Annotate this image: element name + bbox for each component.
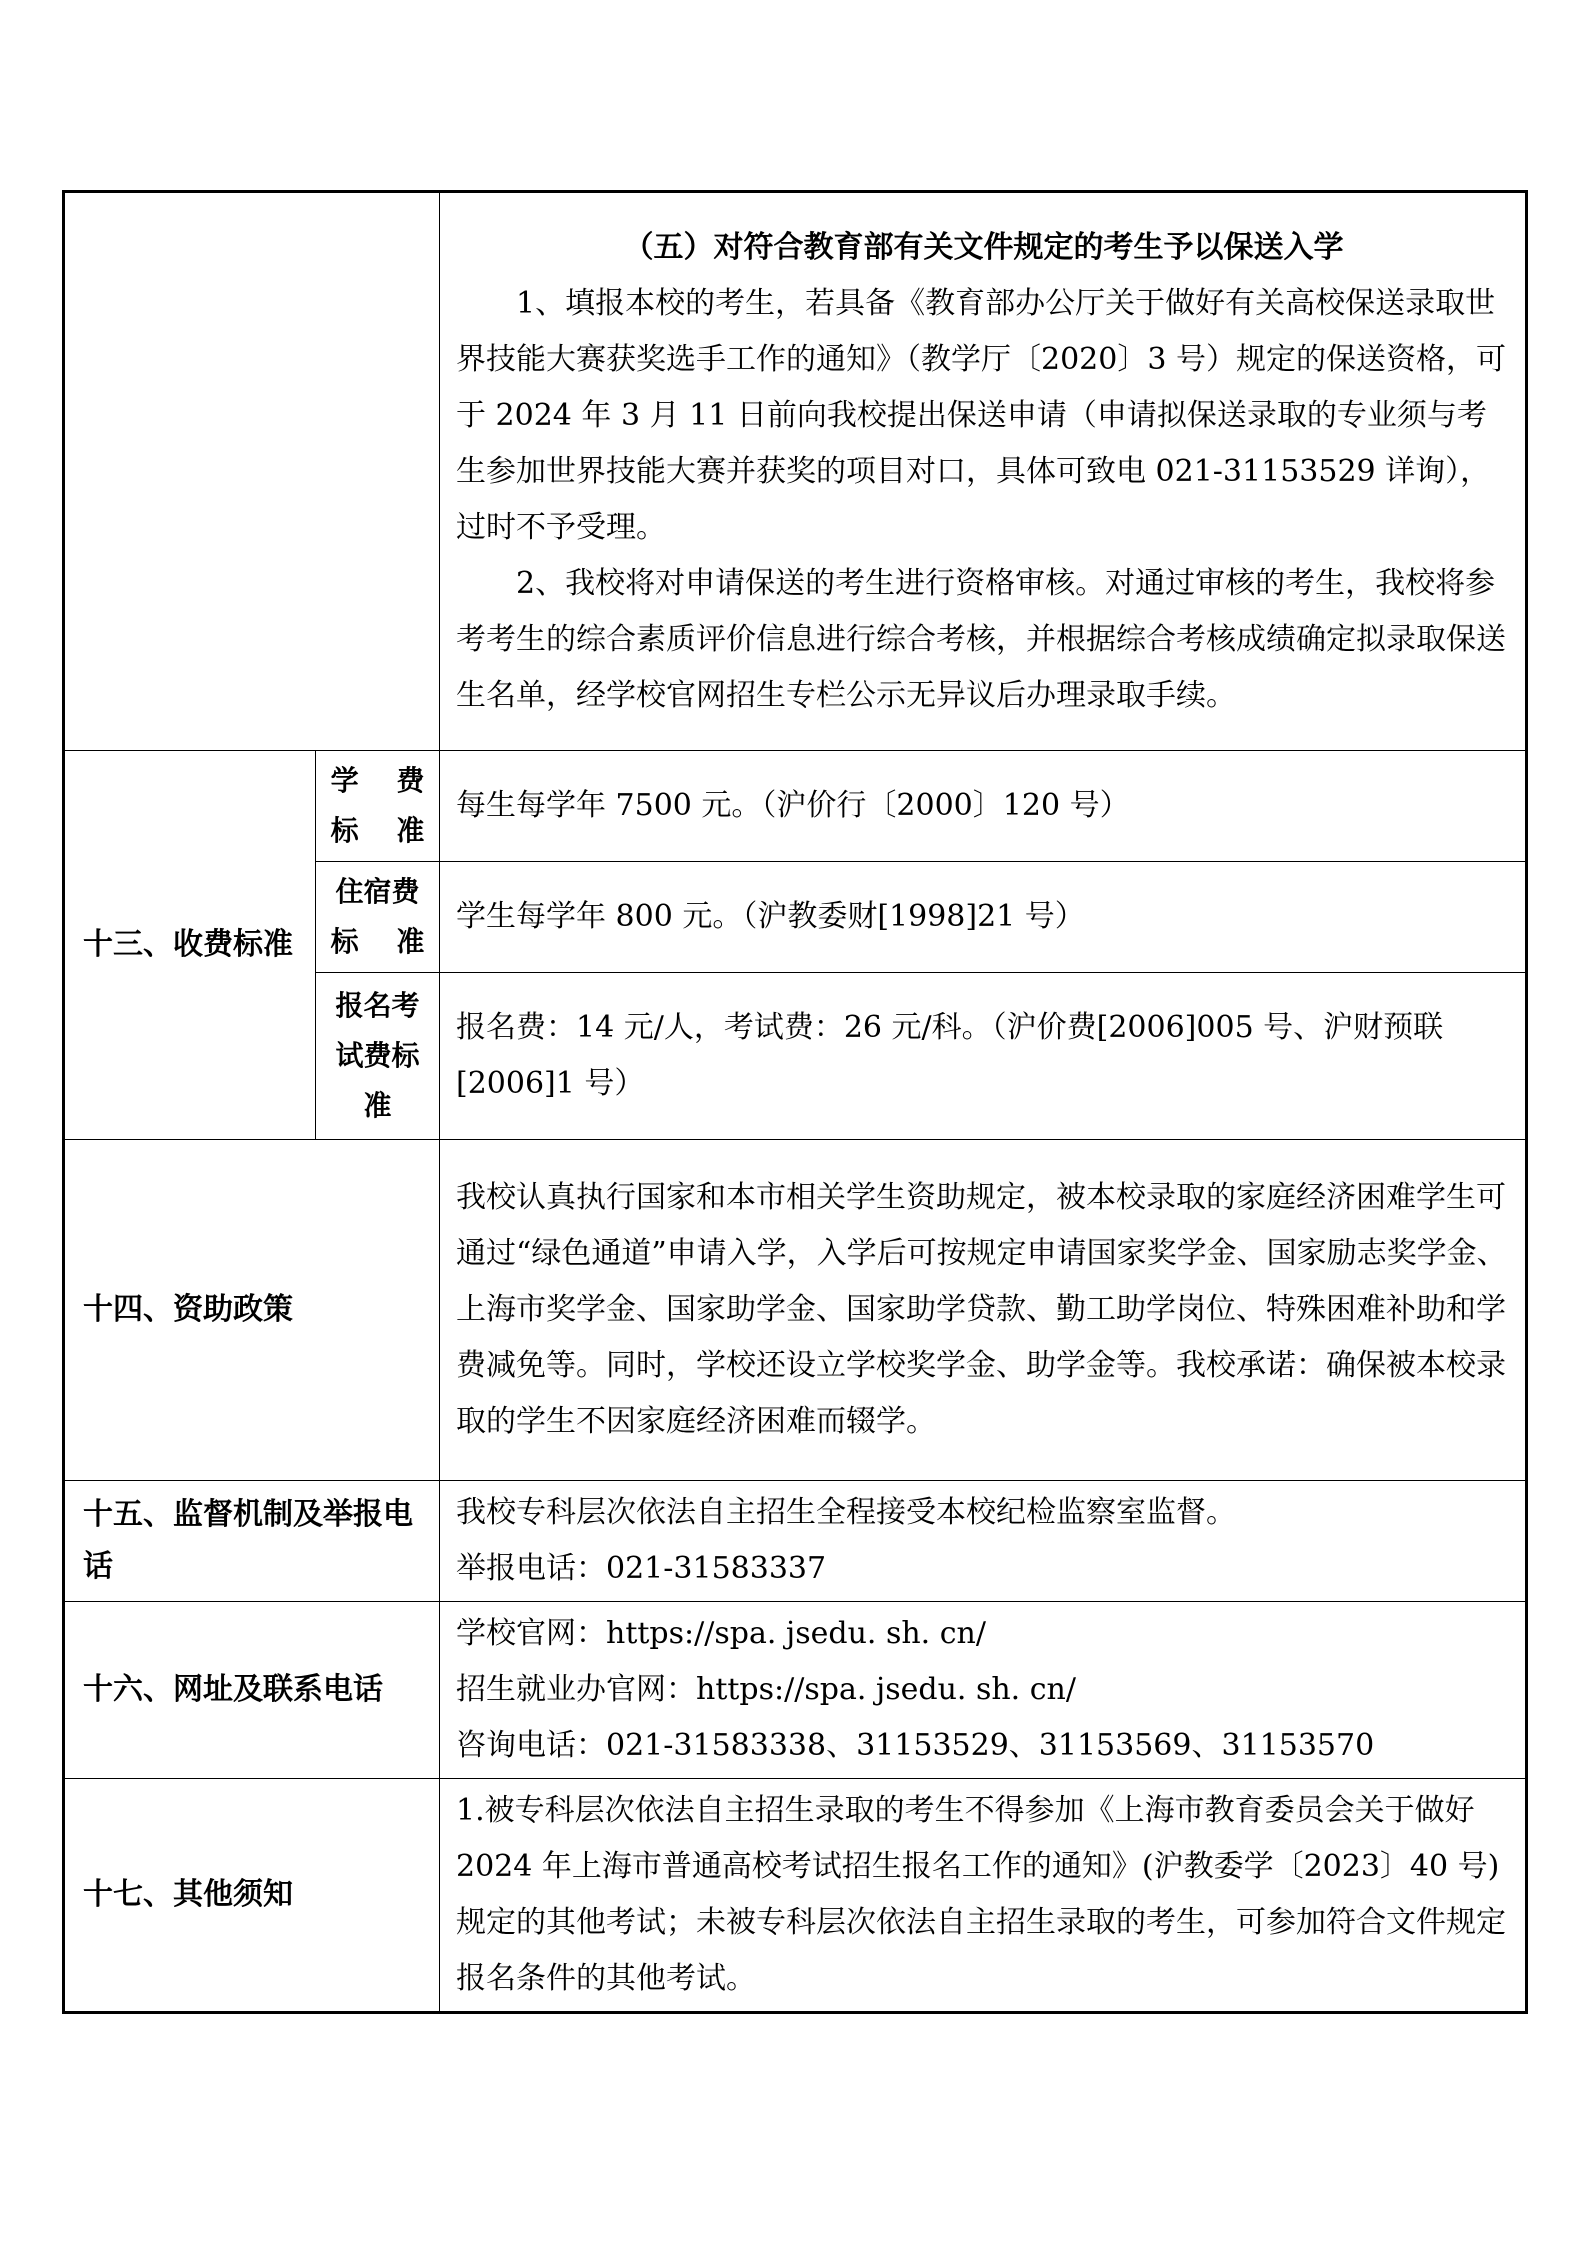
section-5-paragraph-1: 1、填报本校的考生，若具备《教育部办公厅关于做好有关高校保送录取世界技能大赛获奖选手工作的通知》（教学厅〔2020〕3 号）规定的保送资格，可于 2024 年 3 月 11 日前向我校提出保送申请（申请拟保送录取的专业须与考生参加世界技能大赛并获奖的项目对口，具体可致电 021-31153529 详询），过时不予受理。 xyxy=(456,285,1506,545)
table-row xyxy=(64,192,1527,751)
table-row xyxy=(64,1140,1527,1481)
website-line: 学校官网：https://spa. jsedu. sh. cn/ xyxy=(456,1616,986,1651)
supervision-line-2: 举报电话：021-31583337 xyxy=(456,1551,827,1586)
exam-fee-label-line2: 试费标 xyxy=(335,1039,420,1072)
section-5-heading: （五）对符合教育部有关文件规定的考生予以保送入学 xyxy=(623,229,1344,265)
fees-title: 十三、收费标准 xyxy=(64,751,316,1140)
section-5-paragraph-2: 2、我校将对申请保送的考生进行资格审核。对通过审核的考生，我校将参考考生的综合素质评价信息进行综合考核，并根据综合考核成绩确定拟录取保送生名单，经学校官网招生专栏公示无异议后办理录取手续。 xyxy=(456,565,1506,713)
other-title: 十七、其他须知 xyxy=(64,1779,440,2013)
exam-fee-label-line3: 准 xyxy=(363,1089,392,1122)
exam-fee-text: 报名费：14 元/人，考试费：26 元/科。（沪价费[2006]005 号、沪财预联[2006]1 号） xyxy=(440,973,1527,1140)
table-row xyxy=(64,1602,1527,1779)
supervision-line-1: 我校专科层次依法自主招生全程接受本校纪检监察室监督。 xyxy=(456,1495,1236,1530)
aid-title: 十四、资助政策 xyxy=(64,1140,440,1481)
admission-info-table xyxy=(62,190,1528,2014)
tuition-label-line1: 学 费 xyxy=(330,764,439,797)
exam-fee-label xyxy=(316,973,440,1140)
tuition-label xyxy=(316,751,440,862)
other-text: 1.被专科层次依法自主招生录取的考生不得参加《上海市教育委员会关于做好 2024 年上海市普通高校考试招生报名工作的通知》(沪教委学〔2023〕40 号)规定的其他考试；未被专科层次依法自主招生录取的考生，可参加符合文件规定报名条件的其他考试。 xyxy=(440,1779,1527,2013)
supervision-content xyxy=(440,1481,1527,1602)
contact-content xyxy=(440,1602,1527,1779)
section-5-content xyxy=(440,192,1527,751)
tuition-text: 每生每学年 7500 元。（沪价行〔2000〕120 号） xyxy=(440,751,1527,862)
table-row xyxy=(64,1779,1527,2013)
contact-title: 十六、网址及联系电话 xyxy=(64,1602,440,1779)
dorm-fee-label-line2: 标 准 xyxy=(330,925,439,958)
tuition-label-line2: 标 准 xyxy=(330,814,439,847)
phone-line: 咨询电话：021-31583338、31153529、31153569、31153570 xyxy=(456,1728,1375,1763)
empty-cell xyxy=(64,192,440,751)
admissions-website-line: 招生就业办官网：https://spa. jsedu. sh. cn/ xyxy=(456,1672,1076,1707)
aid-text: 我校认真执行国家和本市相关学生资助规定，被本校录取的家庭经济困难学生可通过“绿色通道”申请入学，入学后可按规定申请国家奖学金、国家励志奖学金、上海市奖学金、国家助学金、国家助学贷款、勤工助学岗位、特殊困难补助和学费减免等。同时，学校还设立学校奖学金、助学金等。我校承诺：确保被本校录取的学生不因家庭经济困难而辍学。 xyxy=(440,1140,1527,1481)
supervision-title: 十五、监督机制及举报电话 xyxy=(64,1481,440,1602)
dorm-fee-text: 学生每学年 800 元。（沪教委财[1998]21 号） xyxy=(440,862,1527,973)
dorm-fee-label xyxy=(316,862,440,973)
table-row xyxy=(64,751,1527,862)
table-row xyxy=(64,1481,1527,1602)
exam-fee-label-line1: 报名考 xyxy=(335,989,420,1022)
dorm-fee-label-line1: 住宿费 xyxy=(335,875,420,908)
